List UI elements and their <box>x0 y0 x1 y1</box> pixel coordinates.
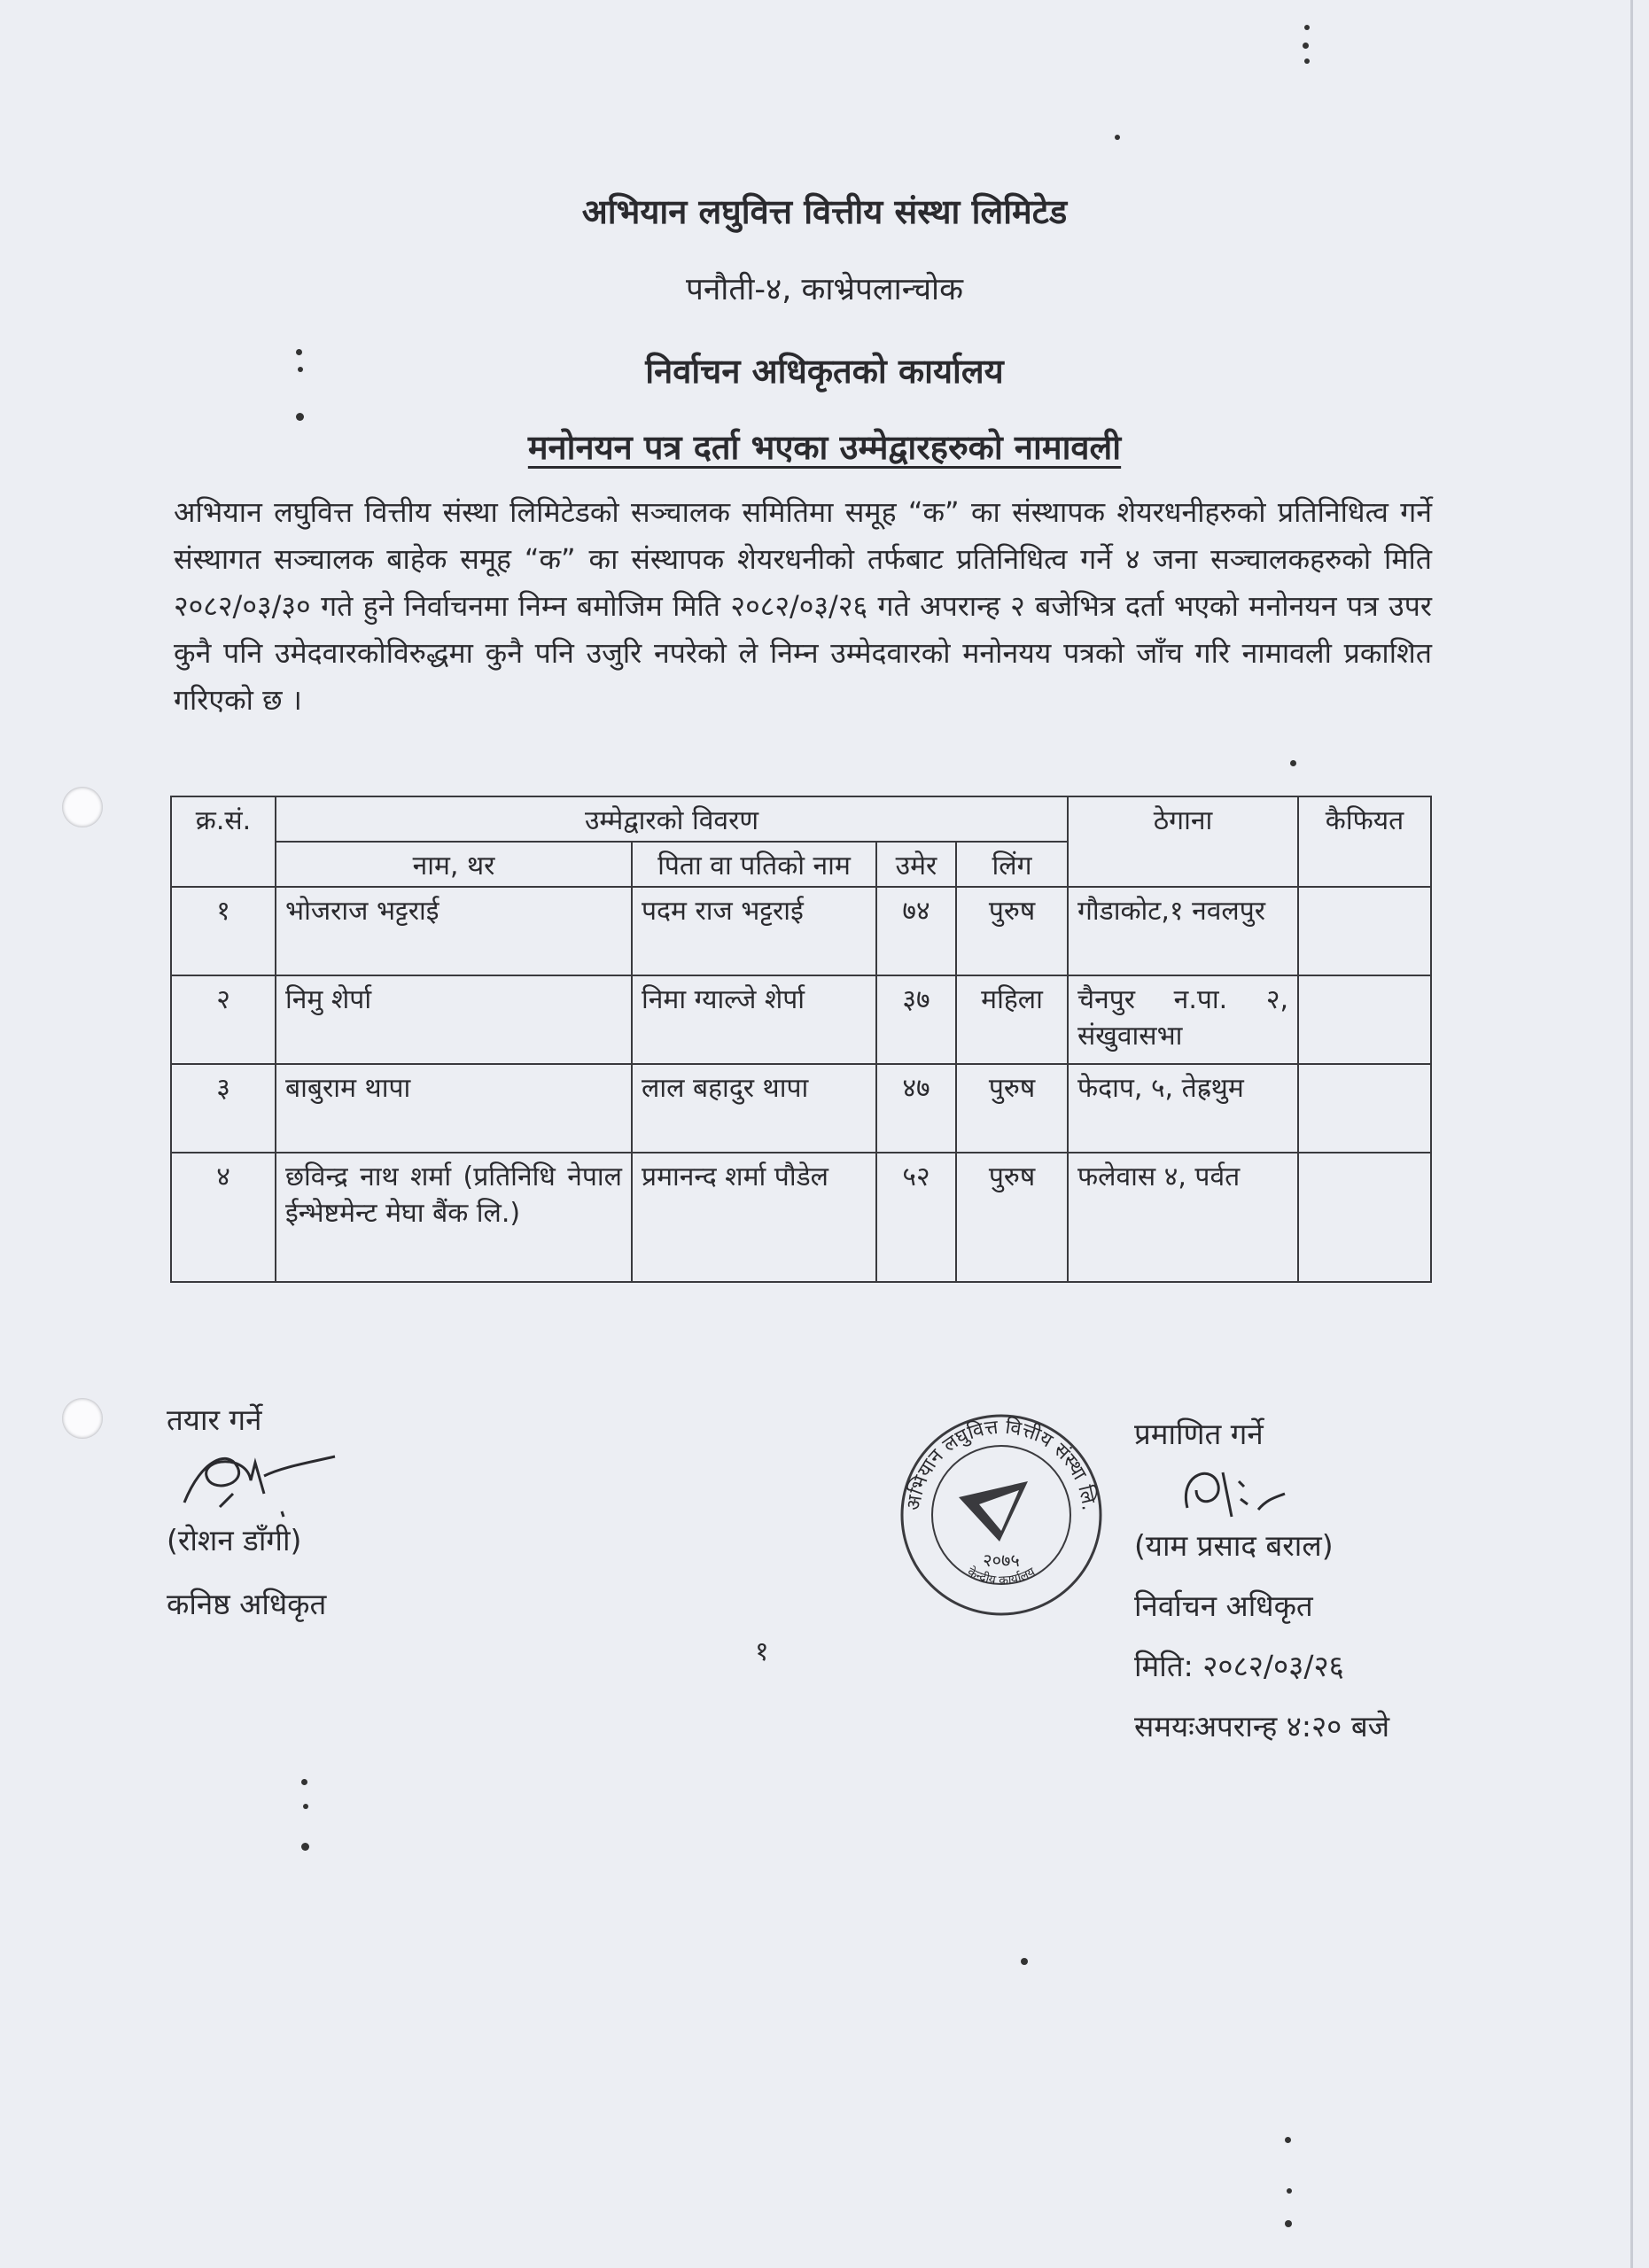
prepared-by-block <box>167 1400 344 1625</box>
table-row <box>171 1064 1431 1153</box>
cell-address: फलेवास ४, पर्वत <box>1068 1153 1298 1282</box>
cell-sn: १ <box>171 887 276 975</box>
cell-age: ४७ <box>876 1064 956 1153</box>
speck <box>1285 2220 1292 2227</box>
organization-address: पनौती-४, काभ्रेपलान्चोक <box>686 272 963 307</box>
signature-prepared-by <box>167 1441 344 1520</box>
cell-sn: ४ <box>171 1153 276 1282</box>
certified-date: मिति: २०८२/०३/२६ <box>1134 1649 1344 1683</box>
page-edge <box>1630 0 1633 2268</box>
cell-gender: पुरुष <box>956 1153 1068 1282</box>
cell-parent: लाल बहादुर थापा <box>632 1064 876 1153</box>
header-parent: पिता वा पतिको नाम <box>632 842 876 887</box>
cell-remarks <box>1298 975 1431 1064</box>
office-name: निर्वाचन अधिकृतको कार्यालय <box>645 352 1004 391</box>
header-remarks: कैफियत <box>1298 796 1431 887</box>
cell-parent: पदम राज भट्टराई <box>632 887 876 975</box>
speck <box>1285 2137 1291 2143</box>
stamp-bottom-text: केन्द्रीय कार्यालय <box>964 1565 1038 1588</box>
table-row <box>171 1153 1431 1282</box>
cell-name: निमु शेर्पा <box>276 975 632 1064</box>
speck <box>1021 1958 1028 1965</box>
speck <box>301 1779 307 1785</box>
header-name: नाम, थर <box>276 842 632 887</box>
organization-name: अभियान लघुवित्त वित्तीय संस्था लिमिटेड <box>581 192 1068 231</box>
certified-by-label: प्रमाणित गर्ने <box>1134 1417 1264 1451</box>
header-age: उमेर <box>876 842 956 887</box>
cell-gender: पुरुष <box>956 1064 1068 1153</box>
prepared-by-title: कनिष्ठ अधिकृत <box>167 1587 327 1621</box>
speck <box>1303 43 1309 49</box>
cell-sn: २ <box>171 975 276 1064</box>
cell-parent: प्रमानन्द शर्मा पौडेल <box>632 1153 876 1282</box>
cell-address: फेदाप, ५, तेह्रथुम <box>1068 1064 1298 1153</box>
certified-by-name: (याम प्रसाद बराल) <box>1134 1528 1334 1563</box>
speck <box>1115 135 1120 140</box>
cell-gender: पुरुष <box>956 887 1068 975</box>
punch-hole-bottom <box>62 1398 103 1439</box>
cell-sn: ३ <box>171 1064 276 1153</box>
candidate-table <box>170 796 1432 1283</box>
certified-by-title: निर्वाचन अधिकृत <box>1134 1588 1313 1623</box>
speck <box>1304 25 1310 30</box>
office-stamp <box>895 1409 1108 1621</box>
prepared-by-name: (रोशन डाँगी) <box>167 1523 302 1557</box>
cell-name: छविन्द्र नाथ शर्मा (प्रतिनिधि नेपाल ईन्भेष्टमेन्ट मेघा बैंक लि.) <box>276 1153 632 1282</box>
punch-hole-top <box>62 787 103 827</box>
page-number: १ <box>755 1636 769 1667</box>
cell-age: ७४ <box>876 887 956 975</box>
stamp-year: २०७५ <box>983 1550 1020 1571</box>
speck <box>296 413 304 421</box>
table-header-row <box>171 796 1431 842</box>
speck <box>1304 58 1310 64</box>
header-gender: लिंग <box>956 842 1068 887</box>
header-candidate-details: उम्मेद्वारको विवरण <box>276 796 1068 842</box>
document-title: मनोनयन पत्र दर्ता भएका उम्मेद्वारहरुको नामावली <box>527 428 1122 467</box>
speck <box>301 1843 309 1851</box>
certified-time: समयःअपरान्ह ४:२० बजे <box>1134 1709 1390 1744</box>
speck <box>1290 760 1296 766</box>
cell-parent: निमा ग्याल्जे शेर्पा <box>632 975 876 1064</box>
cell-address: गौडाकोट,१ नवलपुर <box>1068 887 1298 975</box>
cell-remarks <box>1298 887 1431 975</box>
cell-name: भोजराज भट्टराई <box>276 887 632 975</box>
signature-certified-by <box>1134 1455 1311 1526</box>
cell-age: ३७ <box>876 975 956 1064</box>
stamp-outer-text: अभियान लघुवित्त वित्तीय संस्था लि. <box>902 1416 1100 1512</box>
cell-gender: महिला <box>956 975 1068 1064</box>
header-sn: क्र.सं. <box>171 796 276 887</box>
header-address: ठेगाना <box>1068 796 1298 887</box>
certified-by-block <box>1134 1414 1389 1747</box>
cell-name: बाबुराम थापा <box>276 1064 632 1153</box>
cell-address: चैनपुर न.पा. २, संखुवासभा <box>1068 975 1298 1064</box>
table-row <box>171 975 1431 1064</box>
table-row <box>171 887 1431 975</box>
cell-age: ५२ <box>876 1153 956 1282</box>
speck <box>303 1804 308 1809</box>
cell-remarks <box>1298 1153 1431 1282</box>
notice-paragraph: अभियान लघुवित्त वित्तीय संस्था लिमिटेडको सञ्चालक समितिमा समूह “क” का संस्थापक शेयरधनीहरुको प्रतिनिधित्व गर्ने संस्थागत सञ्चालक बाहेक समूह “क” का संस्थापक शेयरधनीको तर्फबाट प्रतिनिधित्व गर्ने ४ जना सञ्चालकहरुको मिति २०८२/०३/३० गते हुने निर्वाचनमा निम्न बमोजिम मिति २०८२/०३/२६ गते अपरान्ह २ बजेभित्र दर्ता भएको मनोनयन पत्र उपर कुनै पनि उमेदवारकोविरुद्धमा कुनै पनि उजुरि नपरेको ले निम्न उम्मेदवारको मनोनयय पत्रको जाँच गरि नामावली प्रकाशित गरिएको छ । <box>174 495 1432 717</box>
cell-remarks <box>1298 1064 1431 1153</box>
speck <box>1287 2188 1292 2194</box>
prepared-by-label: तयार गर्ने <box>167 1402 262 1437</box>
